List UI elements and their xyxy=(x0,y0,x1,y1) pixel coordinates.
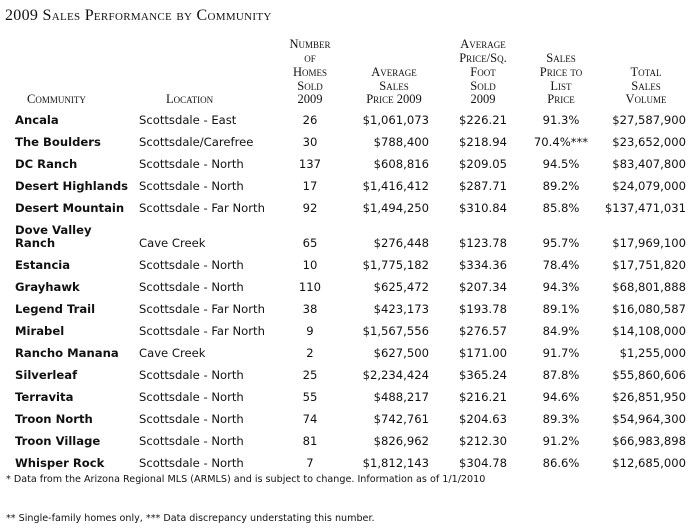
community-location: Scottsdale - North xyxy=(139,434,244,448)
average-price-value: $608,816 xyxy=(373,157,429,171)
price-to-list-value: 89.1% xyxy=(542,302,580,316)
average-price-value: $2,234,424 xyxy=(362,368,429,382)
community-location: Scottsdale - Far North xyxy=(139,324,265,338)
table-row xyxy=(0,364,693,386)
price-to-list-value: 84.9% xyxy=(542,324,580,338)
price-to-list-value: 89.2% xyxy=(542,179,580,193)
page-title: 2009 Sales Performance by Community xyxy=(5,7,272,24)
total-volume-value: $17,751,820 xyxy=(612,258,686,272)
price-to-list-value: 78.4% xyxy=(542,258,580,272)
homes-sold-value: 74 xyxy=(302,412,318,426)
community-name: Legend Trail xyxy=(15,302,96,316)
community-location: Scottsdale - East xyxy=(139,113,237,127)
community-name: Estancia xyxy=(15,258,71,272)
homes-sold-value: 30 xyxy=(302,135,318,149)
total-volume-value: $68,801,888 xyxy=(612,280,686,294)
average-price-value: $1,812,143 xyxy=(362,456,429,470)
price-to-list-value: 89.3% xyxy=(542,412,580,426)
community-name: DC Ranch xyxy=(15,157,78,171)
total-volume-value: $55,860,606 xyxy=(612,368,686,382)
table-body xyxy=(0,109,693,474)
homes-sold-value: 65 xyxy=(302,236,318,250)
price-to-list-value: 86.6% xyxy=(542,456,580,470)
community-name: Ancala xyxy=(15,113,59,127)
footnote-notes: ** Single-family homes only, *** Data discrepancy understating this number. xyxy=(6,513,375,524)
table-row xyxy=(0,197,693,219)
homes-sold-value: 9 xyxy=(306,324,314,338)
community-location: Scottsdale - Far North xyxy=(139,302,265,316)
average-price-value: $1,061,073 xyxy=(362,113,429,127)
average-price-value: $1,775,182 xyxy=(362,258,429,272)
table-row xyxy=(0,131,693,153)
price-per-sqft-value: $171.00 xyxy=(459,346,507,360)
community-location: Scottsdale - North xyxy=(139,456,244,470)
price-per-sqft-value: $310.84 xyxy=(459,201,507,215)
average-price-value: $625,472 xyxy=(373,280,429,294)
community-name: Whisper Rock xyxy=(15,456,105,470)
header-location: Location xyxy=(166,92,214,107)
community-location: Scottsdale - North xyxy=(139,258,244,272)
average-price-value: $1,416,412 xyxy=(362,179,429,193)
price-to-list-value: 87.8% xyxy=(542,368,580,382)
price-per-sqft-value: $226.21 xyxy=(459,113,507,127)
table-row xyxy=(0,342,693,364)
header-price-to-list: Sales Price to List Price xyxy=(539,51,583,107)
homes-sold-value: 92 xyxy=(302,201,318,215)
price-to-list-value: 94.6% xyxy=(542,390,580,404)
table-row xyxy=(0,298,693,320)
total-volume-value: $26,851,950 xyxy=(612,390,686,404)
table-row xyxy=(0,452,693,474)
price-to-list-value: 91.7% xyxy=(542,346,580,360)
community-location: Scottsdale - North xyxy=(139,280,244,294)
community-name: Troon Village xyxy=(15,434,101,448)
homes-sold-value: 17 xyxy=(302,179,318,193)
price-per-sqft-value: $218.94 xyxy=(459,135,507,149)
price-to-list-value: 70.4%*** xyxy=(533,135,589,149)
total-volume-value: $83,407,800 xyxy=(612,157,686,171)
price-per-sqft-value: $212.30 xyxy=(459,434,507,448)
community-location: Scottsdale - Far North xyxy=(139,201,265,215)
price-per-sqft-value: $209.05 xyxy=(459,157,507,171)
price-per-sqft-value: $207.34 xyxy=(459,280,507,294)
price-to-list-value: 91.2% xyxy=(542,434,580,448)
community-location: Scottsdale - North xyxy=(139,179,244,193)
table-row xyxy=(0,320,693,342)
table-row xyxy=(0,386,693,408)
table-row xyxy=(0,109,693,131)
table-row xyxy=(0,153,693,175)
total-volume-value: $54,964,300 xyxy=(612,412,686,426)
footnote-source: * Data from the Arizona Regional MLS (ARMLS) and is subject to change. Information as of 1/1/2010 xyxy=(6,474,486,485)
average-price-value: $826,962 xyxy=(373,434,429,448)
community-location: Scottsdale - North xyxy=(139,412,244,426)
table-row xyxy=(0,430,693,452)
average-price-value: $788,400 xyxy=(373,135,429,149)
price-per-sqft-value: $193.78 xyxy=(459,302,507,316)
header-average-price-per-sqft: Average Price/Sq. Foot Sold 2009 xyxy=(459,37,507,107)
community-name: Troon North xyxy=(15,412,93,426)
header-total-sales-volume: Total Sales Volume xyxy=(625,64,667,107)
price-per-sqft-value: $334.36 xyxy=(459,258,507,272)
price-to-list-value: 94.5% xyxy=(542,157,580,171)
total-volume-value: $1,255,000 xyxy=(619,346,686,360)
total-volume-value: $27,587,900 xyxy=(612,113,686,127)
average-price-value: $1,494,250 xyxy=(362,201,429,215)
price-per-sqft-value: $287.71 xyxy=(459,179,507,193)
price-per-sqft-value: $204.63 xyxy=(459,412,507,426)
homes-sold-value: 55 xyxy=(302,390,318,404)
price-to-list-value: 91.3% xyxy=(542,113,580,127)
average-price-value: $627,500 xyxy=(373,346,429,360)
average-price-value: $1,567,556 xyxy=(362,324,429,338)
homes-sold-value: 81 xyxy=(302,434,318,448)
price-per-sqft-value: $216.21 xyxy=(459,390,507,404)
total-volume-value: $24,079,000 xyxy=(612,179,686,193)
price-per-sqft-value: $123.78 xyxy=(459,236,507,250)
table-row xyxy=(0,276,693,298)
homes-sold-value: 10 xyxy=(302,258,318,272)
homes-sold-value: 110 xyxy=(298,280,322,294)
homes-sold-value: 137 xyxy=(298,157,322,171)
total-volume-value: $14,108,000 xyxy=(612,324,686,338)
header-homes-sold: Number of Homes Sold 2009 xyxy=(289,37,331,107)
average-price-value: $488,217 xyxy=(373,390,429,404)
community-name: Desert Highlands xyxy=(15,179,129,193)
homes-sold-value: 7 xyxy=(306,456,314,470)
community-location: Cave Creek xyxy=(139,346,206,360)
community-name: Silverleaf xyxy=(15,368,78,382)
community-name: Mirabel xyxy=(15,324,65,338)
community-location: Scottsdale/Carefree xyxy=(139,135,254,149)
price-per-sqft-value: $304.78 xyxy=(459,456,507,470)
total-volume-value: $66,983,898 xyxy=(612,434,686,448)
community-location: Cave Creek xyxy=(139,236,206,250)
homes-sold-value: 2 xyxy=(306,346,314,360)
header-average-sales-price: Average Sales Price 2009 xyxy=(366,64,422,107)
total-volume-value: $12,685,000 xyxy=(612,456,686,470)
table-row xyxy=(0,219,693,254)
table-row xyxy=(0,254,693,276)
average-price-value: $742,761 xyxy=(373,412,429,426)
total-volume-value: $23,652,000 xyxy=(612,135,686,149)
community-location: Scottsdale - North xyxy=(139,157,244,171)
total-volume-value: $17,969,100 xyxy=(612,236,686,250)
table-row xyxy=(0,175,693,197)
community-name: Desert Mountain xyxy=(15,201,125,215)
community-name: The Boulders xyxy=(15,135,101,149)
community-name: Grayhawk xyxy=(15,280,80,294)
table-row xyxy=(0,408,693,430)
average-price-value: $276,448 xyxy=(373,236,429,250)
price-to-list-value: 94.3% xyxy=(542,280,580,294)
community-name: Terravita xyxy=(15,390,74,404)
community-location: Scottsdale - North xyxy=(139,390,244,404)
homes-sold-value: 25 xyxy=(302,368,318,382)
total-volume-value: $137,471,031 xyxy=(604,201,686,215)
homes-sold-value: 26 xyxy=(302,113,318,127)
average-price-value: $423,173 xyxy=(373,302,429,316)
price-per-sqft-value: $276.57 xyxy=(459,324,507,338)
price-per-sqft-value: $365.24 xyxy=(459,368,507,382)
price-to-list-value: 85.8% xyxy=(542,201,580,215)
price-to-list-value: 95.7% xyxy=(542,236,580,250)
community-location: Scottsdale - North xyxy=(139,368,244,382)
total-volume-value: $16,080,587 xyxy=(612,302,686,316)
community-name: Dove Valley Ranch xyxy=(15,223,92,250)
header-community: Community xyxy=(27,92,86,107)
community-name: Rancho Manana xyxy=(15,346,119,360)
homes-sold-value: 38 xyxy=(302,302,318,316)
